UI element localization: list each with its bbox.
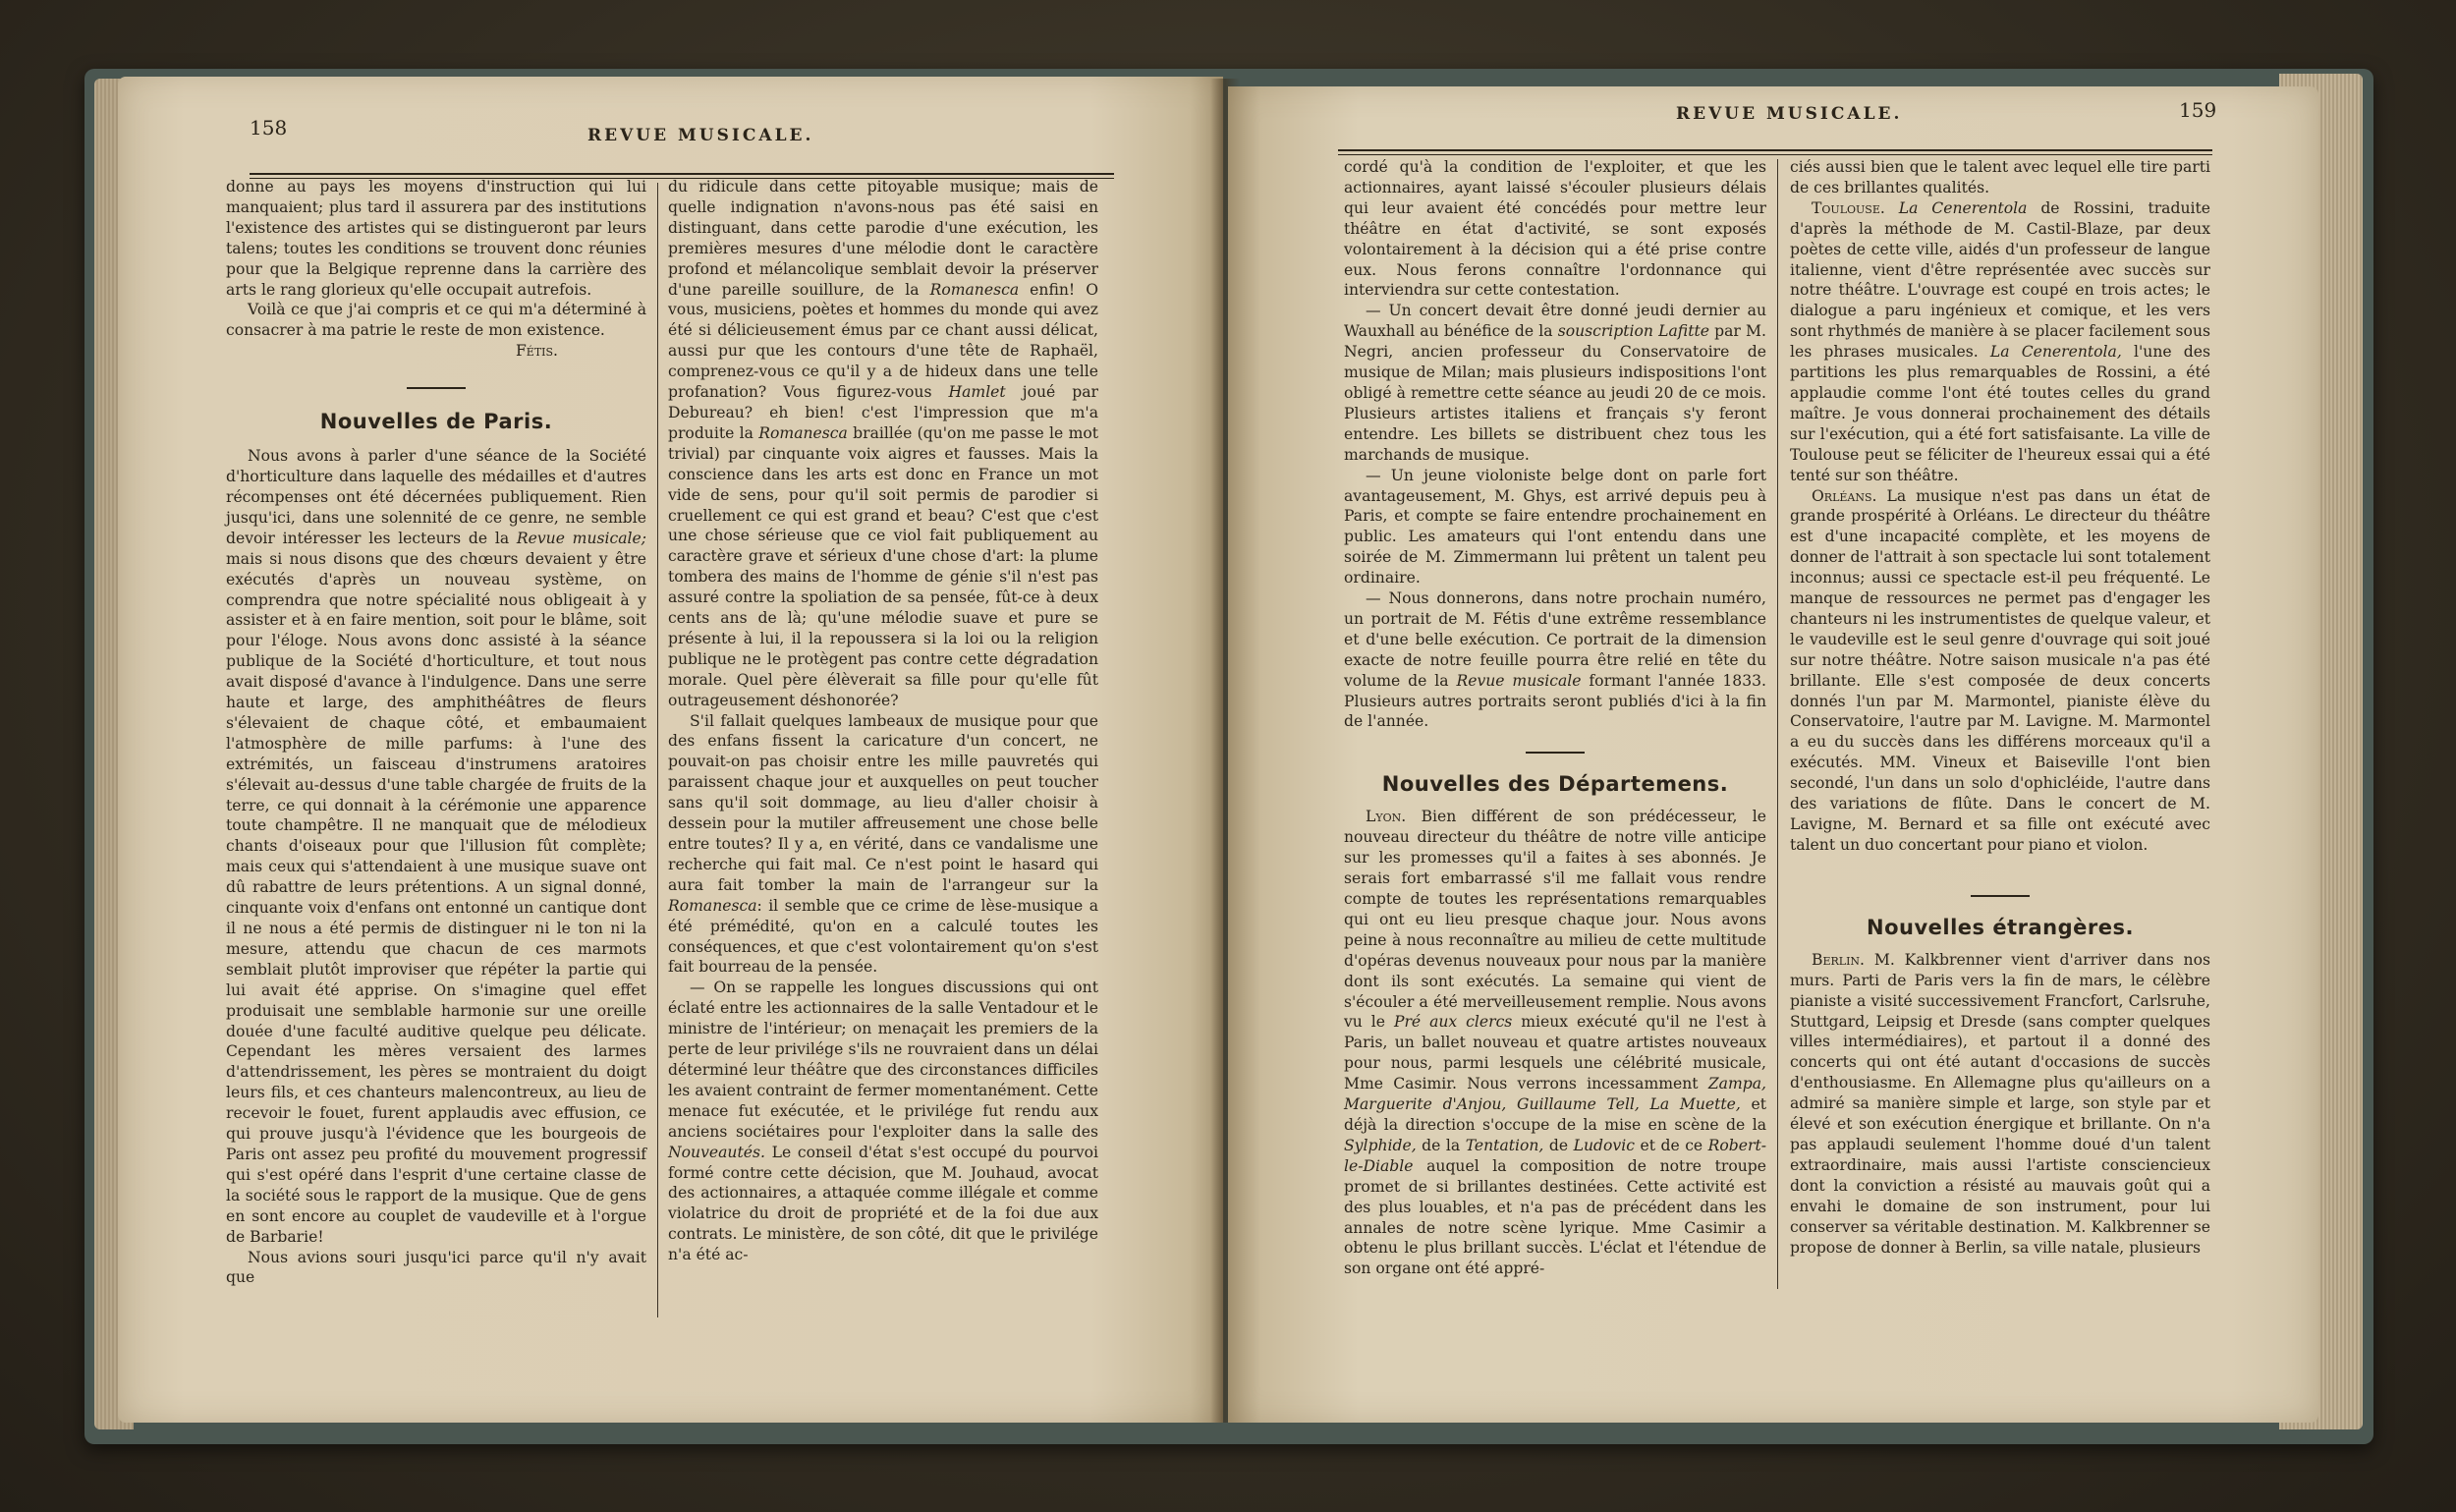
right-page-number: 159 (2179, 98, 2217, 122)
text: par M. Negri, ancien professeur du Conservatoire de musique de Milan; mais plusieurs indispositions l'ont obligé à remettre cette séance au jeudi 20 de ce mois. Plusieurs artistes italiens et français s'y feront entendre. Les billets se distribuent chez tous les marchands de musique. (1344, 322, 1766, 464)
left-running-head: REVUE MUSICALE. (587, 126, 814, 145)
text: mieux exécuté qu'il ne l'est à Paris, un ballet nouveau et quatre artistes nouveaux pour nous, parmi lesquels une célébrité musicale, Mme Casimir. Nous verrons incessamment (1344, 1013, 1766, 1093)
text: et déjà la direction s'occupe de la mise en scène de la (1344, 1095, 1767, 1134)
left-page-number: 158 (250, 116, 288, 140)
italic-text: Zampa, Marguerite d'Anjou, Guillaume Tell, La Muette, (1344, 1075, 1766, 1114)
paragraph (668, 177, 1098, 711)
paragraph (1790, 950, 2210, 1259)
italic-text: Romanesca (758, 423, 848, 442)
text: Nous avons à parler d'une séance de la Société d'horticulture dans laquelle des médailles et d'autres récompenses ont été décernées publiquement. Rien jusqu'ici, dans une solennité de ce genre, ne semble devoir intéresser les lecteurs de la (226, 447, 646, 547)
text: : il semble que ce crime de lèse-musique a été prémédité, qu'on en a calculé toutes les conséquences, et que c'est volontairement qu'on s'est fait bourreau de la pensée. (668, 896, 1098, 977)
text: et de ce (1634, 1136, 1708, 1154)
italic-text: Revue musicale; (516, 529, 646, 547)
text: auquel la composition de notre troupe promet de si brillantes destinées. Cette activité est des plus louables, et n'a pas de précédent dans les annales de notre scène lyrique. Mme Casimir a obtenu le plus brillant succès. L'éclat et l'étendue de son organe ont été appré- (1344, 1156, 1766, 1278)
italic-text: Robert-le-Diable (1344, 1136, 1767, 1175)
city-label: Berlin. (1812, 950, 1866, 969)
paragraph: — Un jeune violoniste belge dont on parle fort avantageusement, M. Ghys, est arrivé depuis peu à Paris, et compte se faire entendre prochainement en public. Les amateurs qui l'ont entendu dans une soirée de M. Zimmermann lui prêtent un talent peu ordinaire. (1344, 466, 1766, 588)
left-column-divider (657, 183, 658, 1317)
text: La musique n'est pas dans un état de grande prospérité à Orléans. Le directeur du théâtre est d'une incapacité complète, et les moyens de donner de l'attrait à son spectacle lui sont totalement inconnus; aussi ce spectacle est-il peu fréquenté. Le manque de ressources ne permet pas d'engager les chanteurs ni les instrumentistes de quelque valeur, et le vaudeville est le seul genre d'ouvrage qui soit joué sur notre théâtre. Notre saison musicale n'a pas été brillante. Elle s'est composée de deux concerts donnés l'un par M. Marmontel, pianiste élève du Conservatoire, l'autre par M. Lavigne. M. Marmontel a eu du succès dans les différens morceaux qu'il a exécutés. MM. Vineux et Baiseville l'ont bien secondé, l'un dans un solo d'ophicléide, l'autre dans des variations de flûte. Dans le concert de M. Lavigne, M. Bernard et sa fille ont exécuté avec talent un duo concertant pour piano et violon. (1790, 486, 2210, 854)
text: joué par Debureau? eh bien! c'est l'impression que m'a produite la (668, 383, 1098, 442)
right-column-divider (1777, 159, 1778, 1289)
italic-text: La Cenerentola, (1989, 343, 2122, 362)
paragraph (1344, 807, 1766, 1279)
text: Le conseil d'état s'est occupé du pourvoi formé contre cette décision, que M. Jouhaud, avocat des actionnaires, a attaquée comme illégale et comme violatrice du droit de propriété et de la foi due aux contrats. Le ministère, de son côté, dit que le privilége n'a été ac- (668, 1143, 1098, 1264)
paragraph (668, 978, 1098, 1265)
left-column-1 (226, 177, 646, 1288)
paragraph (1790, 486, 2210, 856)
text: braillée (qu'on me passe le mot trivial) par cinquante voix aigres et fausses. Mais la conscience dans les arts est donc en France un mot vide de sens, pour qu'il soit permis de parodier si cruellement ce qui est grand et beau? C'est que c'est une chose sérieuse que ce viol fait publiquement au caractère grave et sérieux d'une chose d'art: la plume tombera des mains de l'homme de génie s'il n'est pas assuré contre la spoliation de sa pensée, fût-ce à deux cents ans de là; qu'une mélodie suave et pure se présente à lui, il la repoussera si la loi ou la religion publique ne le protègent pas contre cette dégradation morale. Quel père élèverait sa fille pour qu'elle fût outrageusement déshonorée? (668, 423, 1099, 709)
paragraph (1344, 301, 1766, 465)
text: enfin! O vous, musiciens, poètes et hommes du monde qui avez été si délicieusement émus par ce chant aussi délicat, aussi pur que les contours d'une tête de Raphaël, comprenez-vous ce qu'il y a de hideux dans une telle profanation? Vous figurez-vous (668, 280, 1099, 402)
section-heading-paris: Nouvelles de Paris. (319, 410, 553, 434)
italic-text: souscription Lafitte (1557, 322, 1709, 341)
paragraph (226, 446, 646, 1247)
paragraph: Voilà ce que j'ai compris et ce qui m'a déterminé à consacrer à ma patrie le reste de mon existence. (226, 301, 646, 340)
right-column-2 (1790, 157, 2210, 1258)
italic-text: La Cenerentola (1898, 198, 2028, 217)
text: — Un concert devait être donné jeudi dernier au Wauxhall au bénéfice de la (1344, 302, 1766, 341)
italic-text: Revue musicale (1456, 671, 1582, 690)
city-label: Toulouse. (1812, 198, 1885, 217)
section-heading-etrangeres: Nouvelles étrangères. (1867, 915, 2134, 939)
right-header-rule-thin (1338, 154, 2212, 155)
paragraph (1790, 198, 2210, 486)
city-label: Orléans. (1812, 486, 1877, 505)
text: l'une des partitions les plus remarquables de Rossini, a été applaudie comme l'ont été toutes celles du grand maître. Je vous donnerai prochainement des détails sur l'exécution, qui a été fort satisfaisante. La ville de Toulouse peut se féliciter de l'heureux essai qui a été tenté sur son théâtre. (1790, 343, 2211, 484)
italic-text: Ludovic (1573, 1136, 1635, 1154)
signature: Fétis. (515, 342, 558, 361)
section-heading-departemens: Nouvelles des Départemens. (1381, 772, 1729, 797)
paragraph (668, 711, 1098, 979)
paragraph: ciés aussi bien que le talent avec lequel elle tire parti de ces brillantes qualités. (1790, 158, 2210, 196)
paragraph: donne au pays les moyens d'instruction qui lui manquaient; plus tard il assurera par des institutions l'existence des artistes qui se distingueront par leurs talens; toutes les conditions se trouvent donc réunies pour que la Belgique reprenne dans la carrière des arts le rang glorieux qu'elle occupait autrefois. (226, 178, 646, 299)
left-column-2 (668, 177, 1098, 1265)
text: Bien différent de son prédécesseur, le nouveau directeur du théâtre de notre ville anticipe sur les promesses qu'il a faites à ses abonnés. Je serais fort embarrassé s'il me fallait vous rendre compte de toutes les représentations remarquables qui ont eu lieu presque chaque jour. Nous avons peine à nous reconnaître au milieu de cette multitude d'opéras devenus nouveaux pour nous par la manière dont ils sont exécutés. La semaine qui vient de s'écouler a été merveilleusement remplie. Nous avons vu le (1344, 808, 1766, 1032)
city-label: Lyon. (1366, 808, 1407, 826)
text: de (1543, 1136, 1574, 1154)
text: — On se rappelle les longues discussions qui ont éclaté entre les actionnaires de la salle Ventadour et le ministre de l'intérieur; on menaçait les premiers de la perte de leur privilége s'ils ne rouvraient dans un délai déterminé leur théâtre que des circonstances difficiles les avaient contraint de fermer momentanément. Cette menace fut exécutée, et le privilége fut rendu aux anciens sociétaires pour l'exploiter dans la salle des (668, 979, 1098, 1141)
right-running-head: REVUE MUSICALE. (1676, 104, 1903, 124)
text: du ridicule dans cette pitoyable musique; mais de quelle indignation n'avons-nous pas été saisi en distinguant, dans cette parodie d'une exécution, les premières mesures d'une mélodie dont le caractère profond et mélancolique semblait devoir la préserver d'une pareille souillure, de la (668, 178, 1098, 299)
text (1885, 199, 1899, 217)
left-header-rule (250, 173, 1114, 175)
paragraph (1344, 588, 1766, 732)
paragraph: cordé qu'à la condition de l'exploiter, et que les actionnaires, ayant laissé s'écouler plusieurs délais qui leur avaient été concédés pour mettre leur théâtre en état d'activité, se sont exposés volontairement à la décision qui a été prise contre eux. Nous ferons connaître l'ordonnance qui interviendra sur cette contestation. (1344, 158, 1766, 300)
italic-text: Sylphide, (1344, 1136, 1417, 1154)
italic-text: Pré aux clercs (1393, 1013, 1513, 1032)
text: de Rossini, traduite d'après la méthode de M. Castil-Blaze, par deux poètes de cette ville, aidés d'un professeur de langue italienne, vient d'être représentée avec succès sur notre théâtre. L'ouvrage est coupé en trois actes; le dialogue a paru ingénieux et comique, et les vers sont rhythmés de manière à se placer facilement sous les phrases musicales. (1790, 198, 2210, 362)
italic-text: Nouveautés. (668, 1143, 765, 1161)
text: M. Kalkbrenner vient d'arriver dans nos murs. Parti de Paris vers la fin de mars, le célèbre pianiste a visité successivement Francfort, Carlsruhe, Stuttgard, Leipsig et Dresde (sans compter quelques villes intermédiaires), et partout il a donné des concerts qui ont été autant d'occasions de succès d'enthousiasme. En Allemagne plus qu'ailleurs on a admiré sa manière simple et large, son style par et élevé et son exécution énergique et brillante. On n'a pas applaudi seulement l'homme doué d'un talent extraordinaire, mais aussi l'artiste consciencieux dont la conviction a résisté au mauvais goût qui a envahi le domaine de son instrument, pour lui conserver sa véritable destination. M. Kalkbrenner se propose de donner à Berlin, sa ville natale, plusieurs (1790, 950, 2210, 1257)
text: formant l'année 1833. Plusieurs autres portraits seront publiés d'ici à la fin de l'année. (1344, 671, 1766, 731)
right-column-1 (1344, 157, 1766, 1279)
italic-text: Hamlet (948, 383, 1006, 402)
paragraph: Nous avions souri jusqu'ici parce qu'il n'y avait que (226, 1248, 646, 1287)
text: de la (1416, 1136, 1466, 1154)
text: — Nous donnerons, dans notre prochain numéro, un portrait de M. Fétis d'une extrême ressemblance et d'une belle exécution. Ce portrait de la dimension exacte de notre feuille pourra être relié en tête du volume de la (1344, 589, 1766, 690)
italic-text: Romanesca (668, 896, 757, 915)
italic-text: Romanesca (929, 280, 1020, 299)
italic-text: Tentation, (1465, 1136, 1544, 1154)
text: mais si nous disons que des chœurs devaient y être exécutés d'après un nouveau système, on comprendra que notre spécialité nous obligeait à y assister et à en faire mention, soit pour le blâme, soit pour l'éloge. Nous avons donc assisté à la séance publique de la Société d'horticulture, et tout nous avait disposé d'avance à l'indulgence. Dans une serre haute et large, des amphithéâtres de fleurs s'élevaient de chaque côté, et embaumaient l'atmosphère de mille parfums: à l'une des extrémités, un faisceau d'instrumens aratoires s'élevait au-dessus d'une table chargée de fruits de la terre, ce qui donnait à la cérémonie une apparence toute champêtre. Il ne manquait que de mélodieux chants d'oiseaux pour que l'illusion fût complète; mais ceux qui s'attendaient à une musique suave ont dû rabattre de leurs prétentions. A un signal donné, cinquante voix d'enfans ont entonné un cantique dont il ne nous a été permis de distinguer ni le ton ni la mesure, attendu que chacun de ces marmots semblait plutôt improviser que répéter la partie qui lui avait été apprise. On s'imagine quel effet produisait une semblable harmonie sur une oreille douée d'une faculté auditive quelque peu délicate. Cependant les mères versaient des larmes d'attendrissement, les pères se montraient du doigt leurs fils, et ces chanteurs malencontreux, au lieu de recevoir le fouet, furent applaudis avec effusion, ce qui prouve jusqu'à l'évidence que les bourgeois de Paris ont assez peu profité du mouvement progressif qui s'est opéré dans l'esprit d'une certaine classe de la société sous le rapport de la musique. Que de gens en sont encore au couplet de vaudeville et à l'orgue de Barbarie! (226, 549, 646, 1246)
text: S'il fallait quelques lambeaux de musique pour que des enfans fissent la caricature d'un concert, ne pouvait-on pas choisir entre les mille pauvretés qui paraissent chaque jour et auxquelles on peut toucher sans qu'il soit dommage, au lieu d'aller choisir à dessein pour la mutiler affreusement une chose belle entre toutes? Il y a, en vérité, dans ce vandalisme une recherche qui fait mal. Ce n'est point le hasard qui aura fait tomber la main de l'arrangeur sur la (668, 711, 1098, 894)
right-header-rule (1338, 149, 2212, 151)
